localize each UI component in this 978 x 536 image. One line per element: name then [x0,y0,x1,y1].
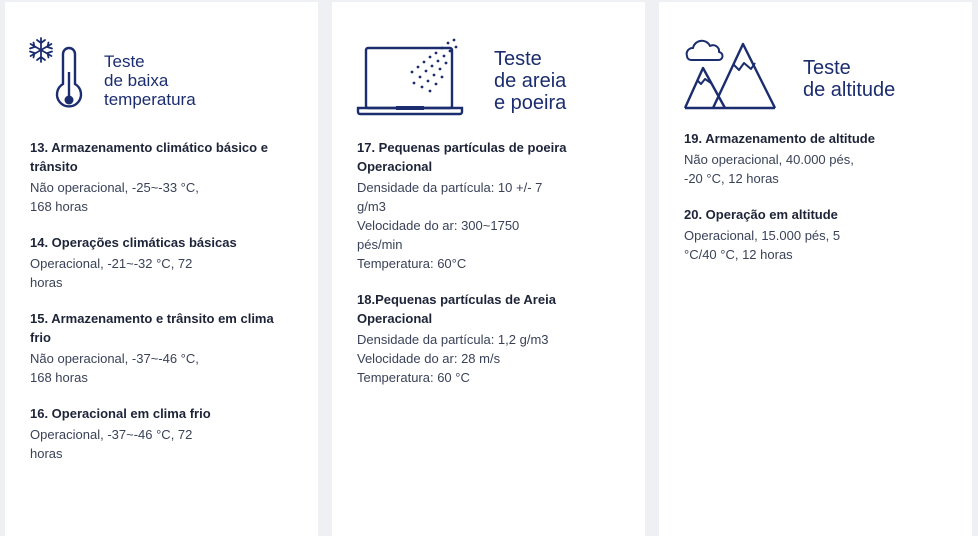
test-item-description: Densidade da partícula: 1,2 g/m3 Velocidade do ar: 28 m/s Temperatura: 60 °C [357,332,549,385]
low-temperature-test-card [5,2,318,536]
test-list [30,138,294,480]
test-item-description: Operacional, -37~-46 °C, 72 horas [30,427,193,461]
test-item-title: 15. Armazenamento e trânsito em clima frio [30,311,274,345]
test-item-title: 18.Pequenas partículas de Areia Operacional [357,292,556,326]
test-list [684,129,948,281]
test-item-description: Não operacional, -25~-33 °C, 168 horas [30,180,199,214]
test-item [30,138,294,216]
test-item-title: 16. Operacional em clima frio [30,406,211,421]
test-item-title: 17. Pequenas partículas de poeira Operacional [357,140,567,174]
test-item-title: 20. Operação em altitude [684,207,838,222]
test-item-title: 13. Armazenamento climático básico e trânsito [30,140,268,174]
test-item [357,290,621,387]
card-header [5,2,318,120]
test-list [357,138,621,404]
card-header [332,2,645,120]
test-item-title: 19. Armazenamento de altitude [684,131,875,146]
altitude-test-card [659,2,972,536]
card-heading: Teste de areia e poeira [494,48,567,114]
card-header [659,2,972,120]
card-heading: Teste de baixa temperatura [104,52,196,109]
test-item [357,138,621,273]
test-item-description: Operacional, 15.000 pés, 5 °C/40 °C, 12 horas [684,228,841,262]
test-item-description: Não operacional, 40.000 pés, -20 °C, 12 horas [684,152,854,186]
card-heading: Teste de altitude [803,57,896,101]
test-item-description: Densidade da partícula: 10 +/- 7 g/m3 Velocidade do ar: 300~1750 pés/min Temperatura: 60°C [357,180,543,271]
mountain-cloud-icon [683,36,779,117]
test-item [30,309,294,387]
test-item [30,233,294,292]
laptop-dust-icon [356,36,468,121]
test-item-description: Não operacional, -37~-46 °C, 168 horas [30,351,199,385]
thermometer-snowflake-icon [25,36,85,123]
test-item-description: Operacional, -21~-32 °C, 72 horas [30,256,193,290]
test-item [684,205,948,264]
sand-dust-test-card [332,2,645,536]
test-item [684,129,948,188]
test-item-title: 14. Operações climáticas básicas [30,235,237,250]
test-item [30,404,294,463]
